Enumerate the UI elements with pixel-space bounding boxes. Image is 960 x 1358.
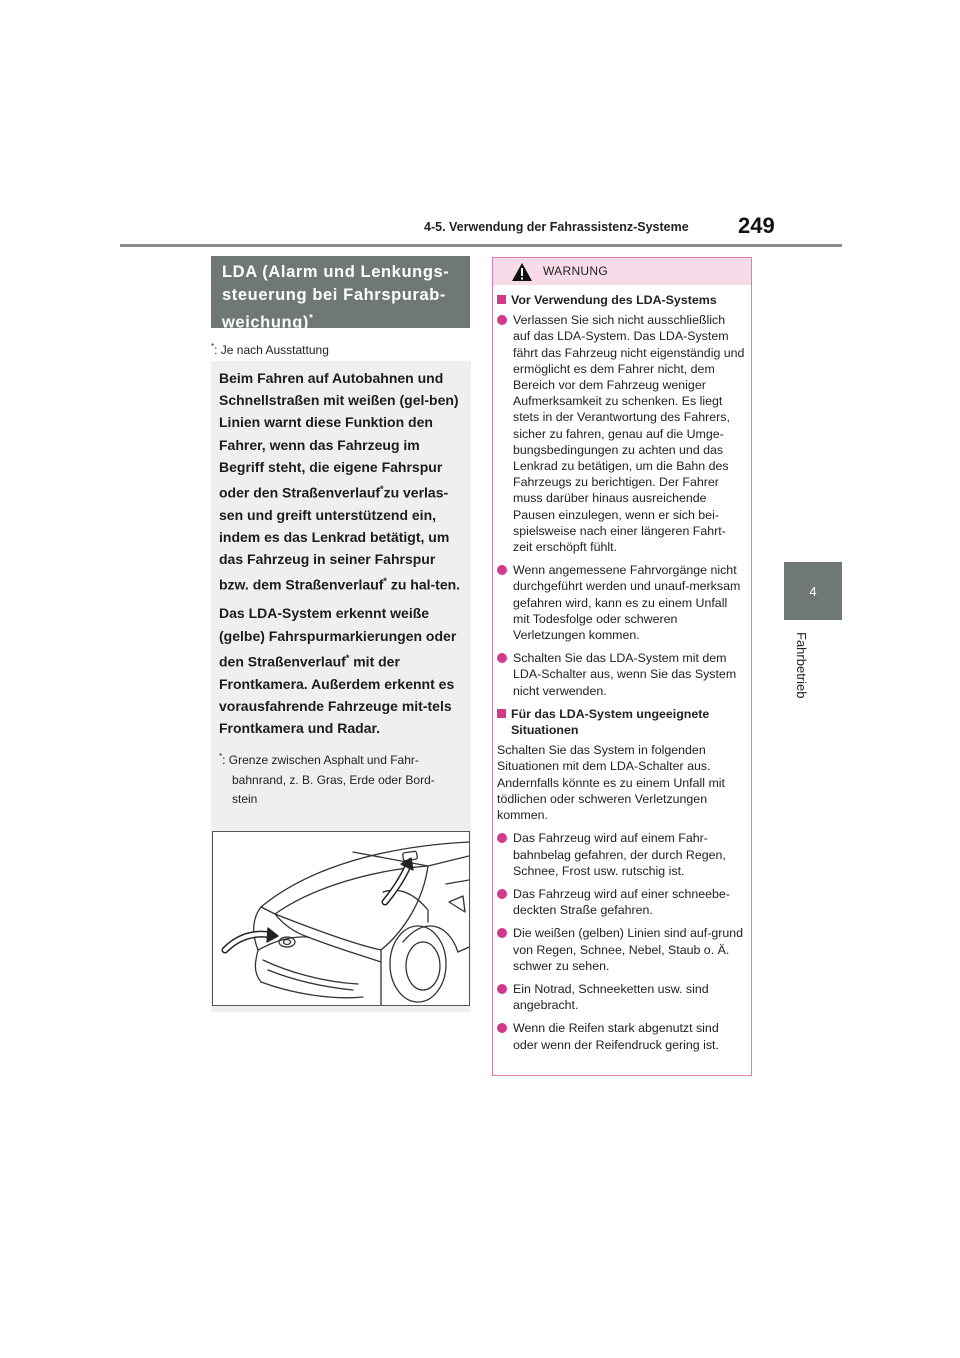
subheading-text: Für das LDA-System ungeeignete Situationen: [511, 706, 710, 738]
heading-line: [222, 307, 460, 335]
warning-bullet: [497, 1020, 745, 1052]
warning-bullet: [497, 650, 745, 699]
warning-bullet: [497, 562, 745, 643]
footnote-marker: *: [345, 652, 350, 663]
bullet-text: Wenn die Reifen stark abgenutzt sind oder wenn der Reifendruck gering ist.: [513, 1021, 719, 1052]
footnote-line: [219, 747, 463, 771]
chapter-number: 4: [809, 584, 817, 599]
bullet-text: Das Fahrzeug wird auf einer schneebe-deckten Straße gefahren.: [513, 886, 730, 918]
footnote-marker: *: [308, 313, 314, 324]
square-bullet-icon: [497, 709, 506, 718]
warning-triangle-icon: [511, 262, 533, 287]
round-bullet-icon: [497, 889, 507, 899]
warning-box: [492, 257, 752, 1076]
text-span: zu hal-ten.: [386, 577, 461, 594]
warning-bullet: [497, 312, 745, 555]
left-column: [211, 256, 470, 357]
warning-subheading: [497, 706, 745, 738]
warning-subheading: [497, 292, 745, 308]
bullet-text: Ein Notrad, Schneeketten usw. sind angebracht.: [513, 981, 709, 1013]
section-heading: [211, 256, 470, 332]
description-paragraph: [219, 367, 463, 596]
bullet-text: Das Fahrzeug wird auf einem Fahr-bahnbelag gefahren, der durch Regen, Schnee, Frost usw. rutschig ist.: [513, 831, 726, 878]
heading-line: LDA (Alarm und Lenkungs-: [222, 263, 450, 281]
bullet-text: Schalten Sie das LDA-System mit dem LDA-Schalter aus, wenn Sie das System nicht verwenden.: [513, 651, 737, 698]
footnote-marker: *: [383, 576, 387, 587]
warning-content: [493, 285, 751, 1053]
square-bullet-icon: [497, 295, 506, 304]
text-span: Das LDA-System erkennt weiße (gelbe) Fahrspurmarkierungen oder den Straßenverlauf: [219, 605, 457, 670]
footnote-text: : Grenze zwischen Asphalt und Fahr-: [222, 753, 419, 768]
text-span: Beim Fahren auf Autobahnen und Schnellstraßen mit weißen (gel-ben) Linien warnt diese Funktion den Fahrer, wenn das Fahrzeug im Begriff steht, die eigene Fahrspur oder den Straßenverlauf: [219, 370, 459, 501]
round-bullet-icon: [497, 315, 507, 325]
heading-line: steuerung bei Fahrspurab-: [222, 286, 447, 304]
car-camera-radar-illustration: [212, 831, 470, 1006]
footnote-line: bahnrand, z. B. Gras, Erde oder Bord-: [232, 772, 435, 787]
warning-bullet: [497, 925, 745, 974]
text-span: zu verlas-sen und greift unterstützend ein, indem es das Lenkrad betätigt, um das Fahrzeug in seiner Fahrspur bzw. dem Straßenverlauf: [219, 484, 450, 594]
footnote-marker: *: [219, 752, 223, 762]
bullet-text: Wenn angemessene Fahrvorgänge nicht durchgeführt werden und unauf-merksam gefahren wird, kann es zu einem Unfall mit Todesfolge oder schweren Verletzungen kommen.: [513, 563, 741, 643]
chapter-tab: [784, 562, 842, 620]
round-bullet-icon: [497, 653, 507, 663]
warning-bullet: [497, 886, 745, 918]
warning-bullet: [497, 981, 745, 1013]
header-rule: [120, 244, 842, 247]
availability-footnote: [211, 342, 470, 357]
footnote-marker: *: [211, 342, 215, 351]
footnote-text: : Je nach Ausstattung: [214, 343, 329, 357]
text-span: mit der Frontkamera. Außerdem erkennt es vorausfahrende Fahrzeuge mit-tels Frontkamera und Radar.: [219, 653, 455, 737]
round-bullet-icon: [497, 928, 507, 938]
round-bullet-icon: [497, 1023, 507, 1033]
road-edge-footnote: [211, 745, 471, 810]
warning-title: WARNUNG: [543, 264, 608, 278]
chapter-label: Fahrbetrieb: [794, 632, 809, 699]
running-header: 4-5. Verwendung der Fahrassistenz-Systeme: [424, 220, 689, 234]
page-number: 249: [738, 213, 775, 238]
warning-header: [493, 258, 751, 285]
warning-paragraph: Schalten Sie das System in folgenden Situationen mit dem LDA-Schalter aus. Andernfalls könnte es zu einem Unfall mit tödlichen oder schweren Verletzungen kommen.: [497, 743, 725, 823]
subheading-text: Vor Verwendung des LDA-Systems: [511, 293, 717, 307]
footnote-line: stein: [232, 792, 258, 807]
bullet-text: Die weißen (gelben) Linien sind auf-grund von Regen, Schnee, Nebel, Staub o. Ä. schwer zu sehen.: [513, 926, 744, 973]
description-text: [211, 361, 471, 739]
warning-bullet: [497, 830, 745, 879]
round-bullet-icon: [497, 833, 507, 843]
round-bullet-icon: [497, 984, 507, 994]
heading-text: weichung): [222, 313, 309, 332]
bullet-text: Verlassen Sie sich nicht ausschließlich auf das LDA-System. Das LDA-System fährt das Fahrzeug nicht eigenständig und ermöglicht es dem Fahrer nicht, dem Bereich vor dem Fahrzeug weniger Aufmerksamkeit zu schenken. Es liegt stets in der Verantwortung des Fahrers, sicher zu fahren, genau auf die Umge-bungsbedingungen zu achten und das Lenkrad zu betätigen, um die Bahn des Fahrzeugs zu berichtigen. Der Fahrer muss darüber hinaus ausreichende Pausen einzulegen, wenn er sich bei-spielsweise nach einer längeren Fahrt-zeit erschöpft fühlt.: [513, 313, 745, 555]
footnote-marker: *: [380, 484, 384, 495]
description-paragraph: [219, 602, 463, 739]
round-bullet-icon: [497, 565, 507, 575]
